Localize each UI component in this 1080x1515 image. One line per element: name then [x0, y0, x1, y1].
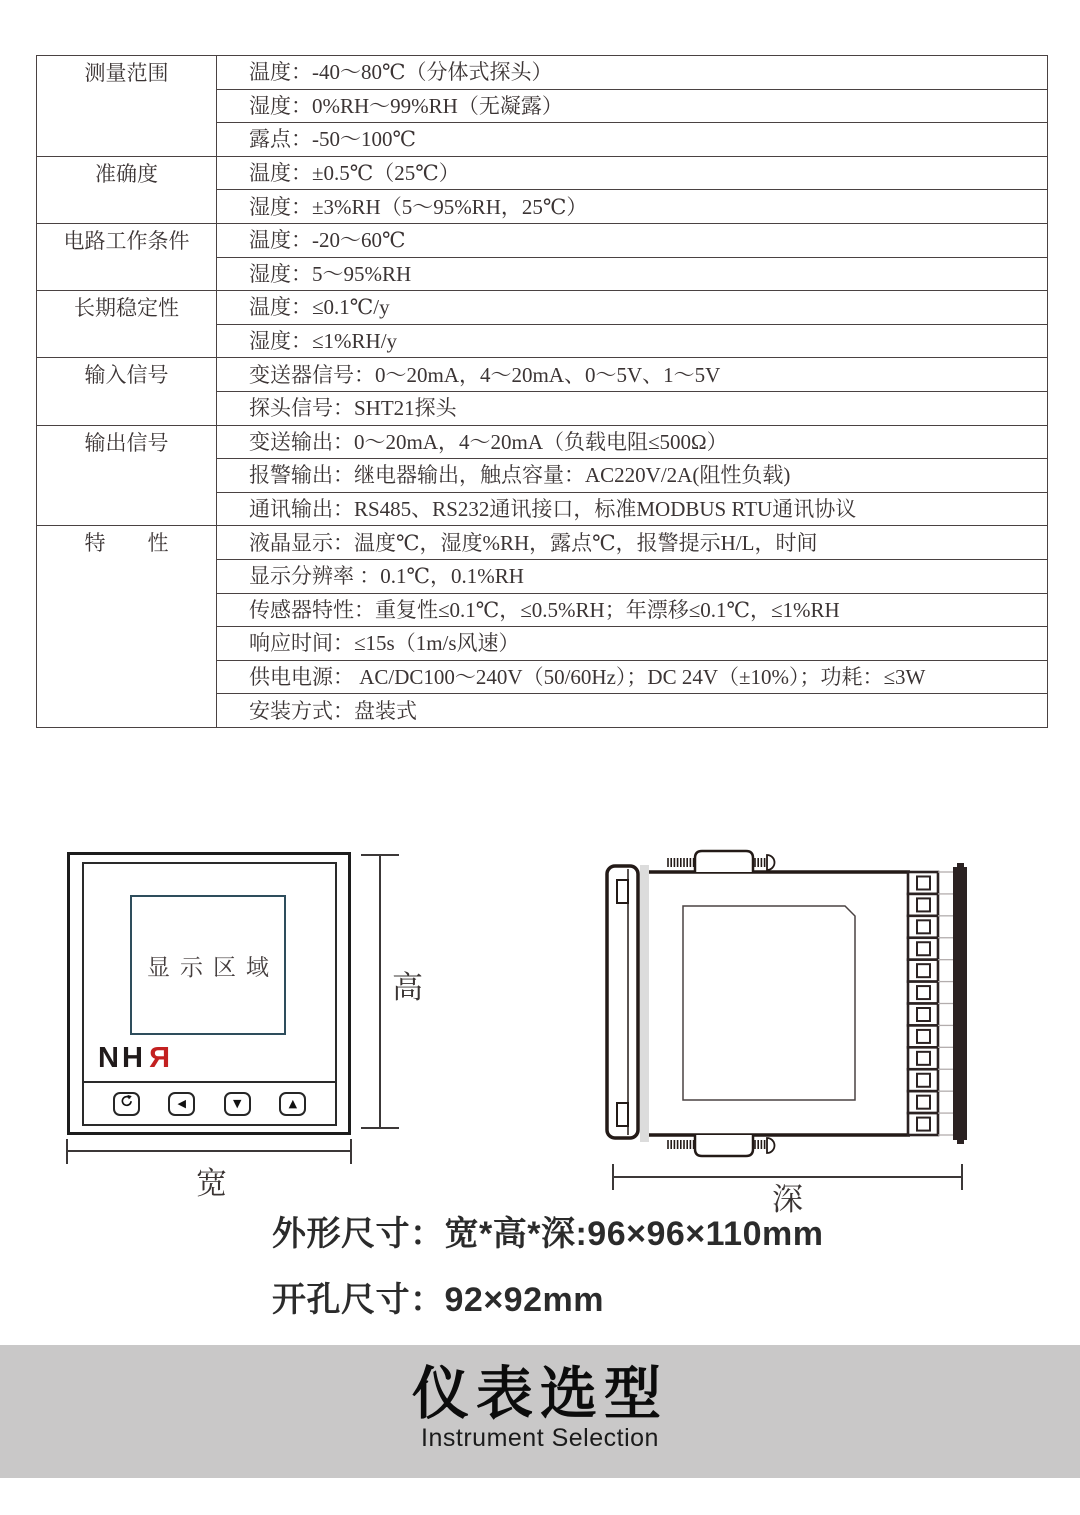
logo-text-nh: NH: [98, 1042, 146, 1074]
terminal-nub-bottom: [957, 1139, 964, 1144]
left-arrow-icon: ◀: [177, 1097, 186, 1110]
spec-row-value: 温度：≤0.1℃/y: [217, 291, 1048, 325]
height-dimension-tick-bottom: [361, 1127, 399, 1129]
up-button: [279, 1092, 306, 1116]
width-dimension-tick-left: [66, 1139, 68, 1164]
spec-row-value: 报警输出：继电器输出，触点容量：AC220V/2A(阻性负载): [217, 459, 1048, 493]
spec-row-value: 变送输出：0～20mA，4～20mA（负载电阻≤500Ω）: [217, 425, 1048, 459]
terminal-block: [908, 872, 953, 1135]
down-arrow-icon: ▼: [233, 1097, 242, 1110]
spec-table-body: [37, 56, 1048, 728]
spec-row: [37, 291, 1048, 325]
spec-row-value: 变送器信号：0～20mA，4～20mA、0～5V、1～5V: [217, 358, 1048, 392]
spec-group-label: 特 性: [37, 526, 217, 728]
cycle-icon: [119, 1094, 134, 1114]
spec-row-value: 探头信号：SHT21探头: [217, 391, 1048, 425]
spec-group-label: 输出信号: [37, 425, 217, 526]
spec-group-label: 准确度: [37, 156, 217, 223]
bezel-clip-bottom: [617, 1103, 628, 1126]
width-dimension-line: [67, 1150, 351, 1152]
spec-row-value: 显示分辨率 ：0.1℃，0.1%RH: [217, 559, 1048, 593]
height-label: 高: [392, 970, 423, 1005]
up-arrow-icon: ▲: [288, 1097, 298, 1110]
bezel-outline: [607, 866, 638, 1138]
spec-row-value: 露点：-50～100℃: [217, 123, 1048, 157]
spec-row-value: 湿度：0%RH～99%RH（无凝露）: [217, 89, 1048, 123]
spec-row-value: 温度：-20～60℃: [217, 223, 1048, 257]
down-button: [224, 1092, 251, 1116]
spec-row: [37, 56, 1048, 90]
spec-row: [37, 156, 1048, 190]
spec-table: [36, 55, 1048, 728]
spec-row-value: 传感器特性：重复性≤0.1℃，≤0.5%RH；年漂移≤0.1℃，≤1%RH: [217, 593, 1048, 627]
spec-group-label: 长期稳定性: [37, 291, 217, 358]
front-panel-inner-frame: [82, 862, 337, 1126]
side-view-drawing: [590, 845, 980, 1225]
banner-title: 仪表选型: [412, 1362, 668, 1426]
cutout-dimension-text: 开孔尺寸：92×92mm: [272, 1281, 604, 1319]
banner-subtitle: Instrument Selection: [421, 1424, 659, 1452]
bezel-clip-top: [617, 880, 628, 903]
front-view-drawing: [67, 852, 351, 1135]
height-dimension-line: [379, 855, 381, 1128]
spec-row-value: 通讯输出：RS485、RS232通讯接口，标准MODBUS RTU通讯协议: [217, 492, 1048, 526]
logo-text-r: R: [145, 1042, 170, 1074]
mounting-screw-bottom: [668, 1135, 775, 1156]
spec-row-value: 温度：±0.5℃（25℃）: [217, 156, 1048, 190]
nhr-logo: [98, 1044, 170, 1073]
spec-group-label: 输入信号: [37, 358, 217, 425]
spec-row-value: 响应时间：≤15s（1m/s风速）: [217, 627, 1048, 661]
left-button: [168, 1092, 195, 1116]
width-dimension-tick-right: [350, 1139, 352, 1164]
section-banner: [0, 1345, 1080, 1478]
spec-row-value: 湿度：≤1%RH/y: [217, 324, 1048, 358]
spec-row-value: 供电电源： AC/DC100～240V（50/60Hz）；DC 24V（±10%）；功耗：≤3W: [217, 660, 1048, 694]
spec-row: [37, 223, 1048, 257]
spec-row: [37, 358, 1048, 392]
width-label: 宽: [196, 1166, 227, 1201]
spec-row-value: 温度：-40～80℃（分体式探头）: [217, 56, 1048, 90]
front-panel-button-strip: [84, 1081, 335, 1124]
outline-dimension-text: 外形尺寸：宽*高*深:96×96×110mm: [272, 1215, 824, 1253]
display-area-label: 显示区域: [147, 954, 279, 980]
mounting-screw-top: [668, 851, 775, 872]
spec-row-value: 湿度：±3%RH（5～95%RH，25℃）: [217, 190, 1048, 224]
height-dimension-tick-top: [361, 854, 399, 856]
gasket-strip: [640, 865, 649, 1142]
spec-row-value: 液晶显示：温度℃，湿度%RH，露点℃，报警提示H/L，时间: [217, 526, 1048, 560]
depth-label: 深: [772, 1182, 803, 1217]
spec-group-label: 测量范围: [37, 56, 217, 157]
cycle-button: [113, 1092, 140, 1116]
spec-row: [37, 425, 1048, 459]
spec-group-label: 电路工作条件: [37, 223, 217, 290]
terminal-back-bar: [953, 867, 967, 1140]
terminal-nub-top: [957, 863, 964, 868]
body-inner-box: [683, 906, 855, 1100]
spec-row: [37, 526, 1048, 560]
spec-row-value: 湿度：5～95%RH: [217, 257, 1048, 291]
spec-row-value: 安装方式：盘装式: [217, 694, 1048, 728]
display-area: [130, 895, 286, 1035]
